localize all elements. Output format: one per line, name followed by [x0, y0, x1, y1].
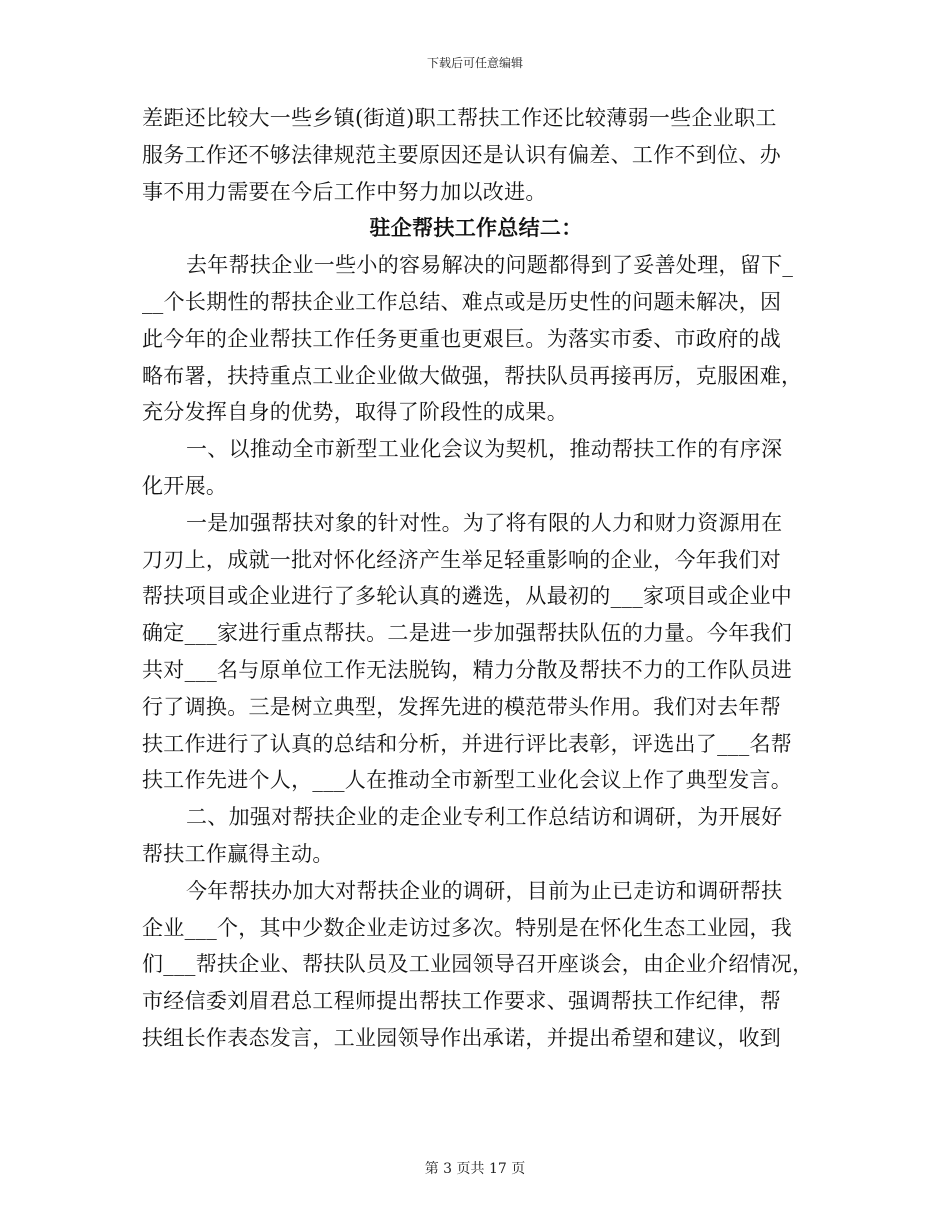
paragraph-line: 共对___名与原单位工作无法脱钩，精力分散及帮扶不力的工作队员进 — [142, 657, 793, 682]
paragraph-line: 行了调换。三是树立典型，发挥先进的模范带头作用。我们对去年帮 — [142, 694, 781, 719]
paragraph-line: 此今年的企业帮扶工作任务更重也更艰巨。为落实市委、市政府的战 — [142, 326, 781, 351]
paragraph-line: 帮扶工作赢得主动。 — [142, 841, 334, 866]
paragraph-line: 一是加强帮扶对象的针对性。为了将有限的人力和财力资源用在 — [186, 510, 783, 535]
paragraph-line: 一、以推动全市新型工业化会议为契机，推动帮扶工作的有序深 — [186, 437, 783, 462]
paragraph-line: 扶工作进行了认真的总结和分析，并进行评比表彰，评选出了___名帮 — [142, 731, 793, 756]
paragraph-line: __个长期性的帮扶企业工作总结、难点或是历史性的问题未解决，因 — [142, 289, 782, 314]
paragraph-line: 化开展。 — [142, 473, 228, 498]
section-heading: 驻企帮扶工作总结二： — [369, 215, 583, 241]
paragraph-line: 刀刃上，成就一批对怀化经济产生举足轻重影响的企业，今年我们对 — [142, 547, 781, 572]
page-footer: 第 3 页共 17 页 — [424, 1161, 526, 1177]
paragraph-line: 扶工作先进个人，___人在推动全市新型工业化会议上作了典型发言。 — [142, 768, 793, 793]
paragraph-line: 事不用力需要在今后工作中努力加以改进。 — [142, 179, 547, 204]
paragraph-line: 企业___个，其中少数企业走访过多次。特别是在怀化生态工业园，我 — [142, 915, 793, 940]
paragraph-line: 二、加强对帮扶企业的走企业专利工作总结访和调研，为开展好 — [186, 805, 783, 830]
paragraph-line: 去年帮扶企业一些小的容易解决的问题都得到了妥善处理，留下_ — [186, 253, 794, 278]
paragraph-line: 充分发挥自身的优势，取得了阶段性的成果。 — [142, 400, 568, 425]
document-body — [142, 100, 814, 1057]
paragraph-line: 略布署，扶持重点工业企业做大做强，帮扶队员再接再厉，克服困难， — [142, 363, 803, 388]
paragraph-line: 差距还比较大一些乡镇(街道)职工帮扶工作还比较薄弱一些企业职工 — [142, 106, 777, 130]
paragraph-line: 扶组长作表态发言，工业园领导作出承诺，并提出希望和建议，收到 — [142, 1025, 781, 1050]
paragraph-line: 帮扶项目或企业进行了多轮认真的遴选，从最初的___家项目或企业中 — [142, 584, 793, 609]
paragraph-line: 今年帮扶办加大对帮扶企业的调研，目前为止已走访和调研帮扶 — [186, 878, 783, 903]
paragraph-line: 市经信委刘眉君总工程师提出帮扶工作要求、强调帮扶工作纪律，帮 — [142, 989, 781, 1014]
paragraph-line: 们___帮扶企业、帮扶队员及工业园领导召开座谈会，由企业介绍情况， — [142, 952, 814, 977]
paragraph-line: 确定___家进行重点帮扶。二是进一步加强帮扶队伍的力量。今年我们 — [142, 621, 793, 646]
page-header: 下载后可任意编辑 — [426, 56, 523, 70]
paragraph-line: 服务工作还不够法律规范主要原因还是认识有偏差、工作不到位、办 — [142, 142, 781, 167]
